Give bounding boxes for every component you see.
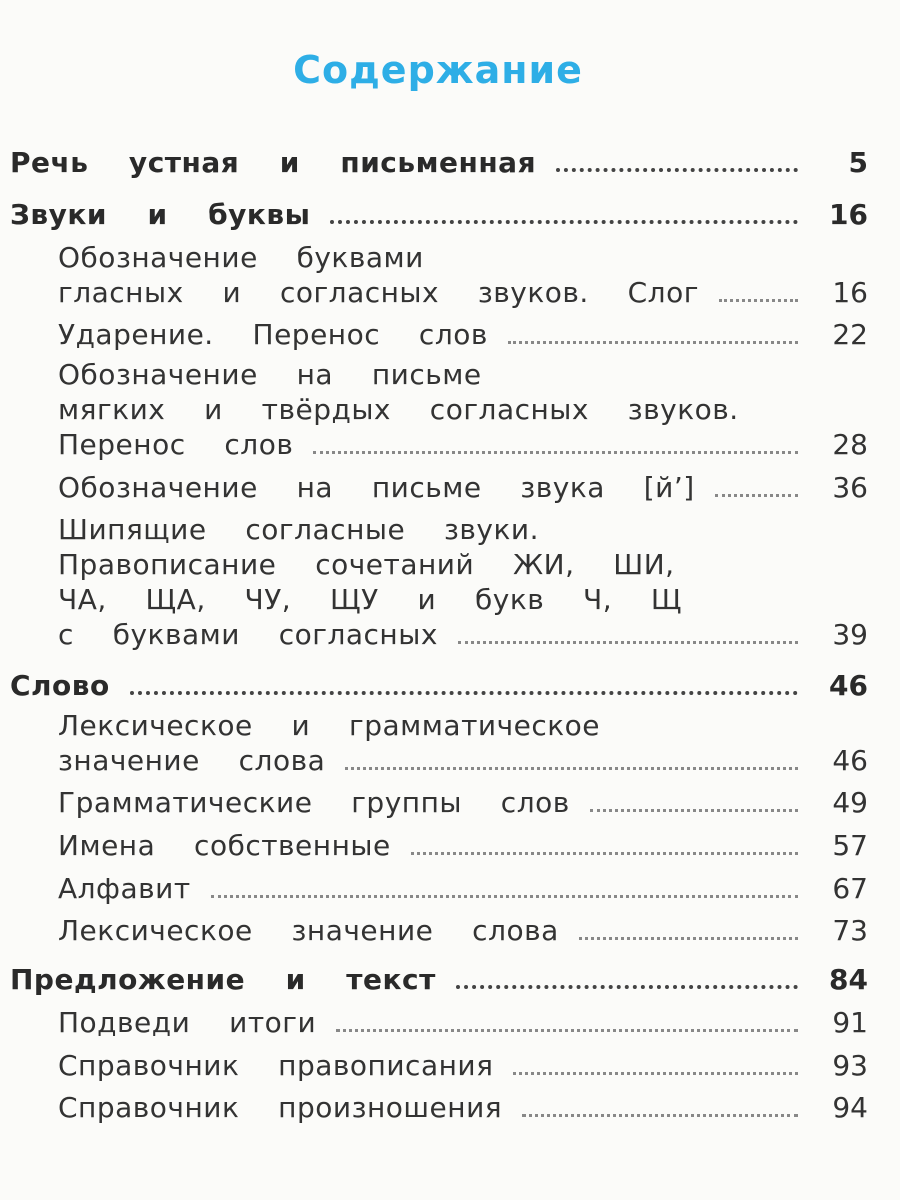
page-number: 28 xyxy=(832,428,868,461)
toc-entry xyxy=(58,785,868,820)
page-title: Содержание xyxy=(293,48,583,92)
toc-entry-line: Имена собственные xyxy=(58,829,391,862)
toc-entry-line: Обозначение на письме xyxy=(58,358,482,391)
page-number: 49 xyxy=(832,786,868,819)
toc-entry-line: Подведи итоги xyxy=(58,1006,317,1039)
toc-entry xyxy=(58,1005,868,1040)
toc-entry xyxy=(58,357,868,462)
leader-dots xyxy=(556,168,798,172)
toc-entry xyxy=(10,962,868,997)
page-number: 39 xyxy=(832,618,868,651)
toc-entry-line: Правописание сочетаний ЖИ, ШИ, xyxy=(58,548,675,581)
toc-entry-line: Алфавит xyxy=(58,872,191,905)
leader-dots xyxy=(345,767,798,770)
leader-dots xyxy=(458,641,798,644)
toc-entry xyxy=(10,145,868,180)
toc-entry-line: Лексическое и грамматическое xyxy=(58,709,601,742)
page-number: 73 xyxy=(832,914,868,947)
leader-dots xyxy=(411,852,798,855)
page-number: 46 xyxy=(829,669,868,702)
page-number: 46 xyxy=(832,744,868,777)
page-number: 94 xyxy=(832,1091,868,1124)
page-number: 5 xyxy=(848,146,868,179)
leader-dots xyxy=(719,299,798,302)
toc-entry xyxy=(10,668,868,703)
toc-entry-line: с буквами согласных xyxy=(58,618,438,651)
toc-entry-line: Грамматические группы слов xyxy=(58,786,570,819)
leader-dots xyxy=(130,691,798,695)
toc-entry xyxy=(58,317,868,352)
toc-entry-line: значение слова xyxy=(58,744,326,777)
toc-entry-line: Перенос слов xyxy=(58,428,294,461)
page-number: 67 xyxy=(832,872,868,905)
toc-entry-line: гласных и согласных звуков. Слог xyxy=(58,276,699,309)
toc-entry xyxy=(10,197,868,232)
toc-entry xyxy=(58,913,868,948)
toc-entry xyxy=(58,470,868,505)
page-number: 16 xyxy=(832,276,868,309)
toc-entry xyxy=(58,871,868,906)
leader-dots xyxy=(522,1114,798,1117)
page-number: 91 xyxy=(832,1006,868,1039)
toc-entry xyxy=(58,1090,868,1125)
toc-entry xyxy=(58,828,868,863)
leader-dots xyxy=(508,341,798,344)
toc-entry-line: Ударение. Перенос слов xyxy=(58,318,488,351)
toc-entry xyxy=(58,1048,868,1083)
page-number: 93 xyxy=(832,1049,868,1082)
page-number: 36 xyxy=(832,471,868,504)
page-number: 84 xyxy=(829,963,868,996)
toc-entry xyxy=(58,512,868,652)
page-number: 57 xyxy=(832,829,868,862)
toc-entry xyxy=(58,708,868,778)
toc-entry-line: Обозначение буквами xyxy=(58,241,424,274)
toc-entry-line: Справочник правописания xyxy=(58,1049,494,1082)
leader-dots xyxy=(211,895,798,898)
toc-entry-line: мягких и твёрдых согласных звуков. xyxy=(58,393,739,426)
toc-entry-line: ЧА, ЩА, ЧУ, ЩУ и букв Ч, Щ xyxy=(58,583,683,616)
toc-entry-line: Справочник произношения xyxy=(58,1091,503,1124)
leader-dots xyxy=(330,220,798,224)
leader-dots xyxy=(456,985,798,989)
leader-dots xyxy=(313,451,798,454)
toc-entry-line: Шипящие согласные звуки. xyxy=(58,513,539,546)
leader-dots xyxy=(513,1072,798,1075)
toc-entry-line: Обозначение на письме звука [й’] xyxy=(58,471,695,504)
toc-entry-line: Звуки и буквы xyxy=(10,198,311,231)
leader-dots xyxy=(590,809,798,812)
toc-entry-line: Речь устная и письменная xyxy=(10,146,537,179)
page-number: 16 xyxy=(829,198,868,231)
leader-dots xyxy=(579,937,798,940)
leader-dots xyxy=(715,494,798,497)
toc-entry xyxy=(58,240,868,310)
toc-entry-line: Предложение и текст xyxy=(10,963,436,996)
page-number: 22 xyxy=(832,318,868,351)
toc-entry-line: Лексическое значение слова xyxy=(58,914,559,947)
leader-dots xyxy=(336,1029,798,1032)
toc-entry-line: Слово xyxy=(10,669,110,702)
